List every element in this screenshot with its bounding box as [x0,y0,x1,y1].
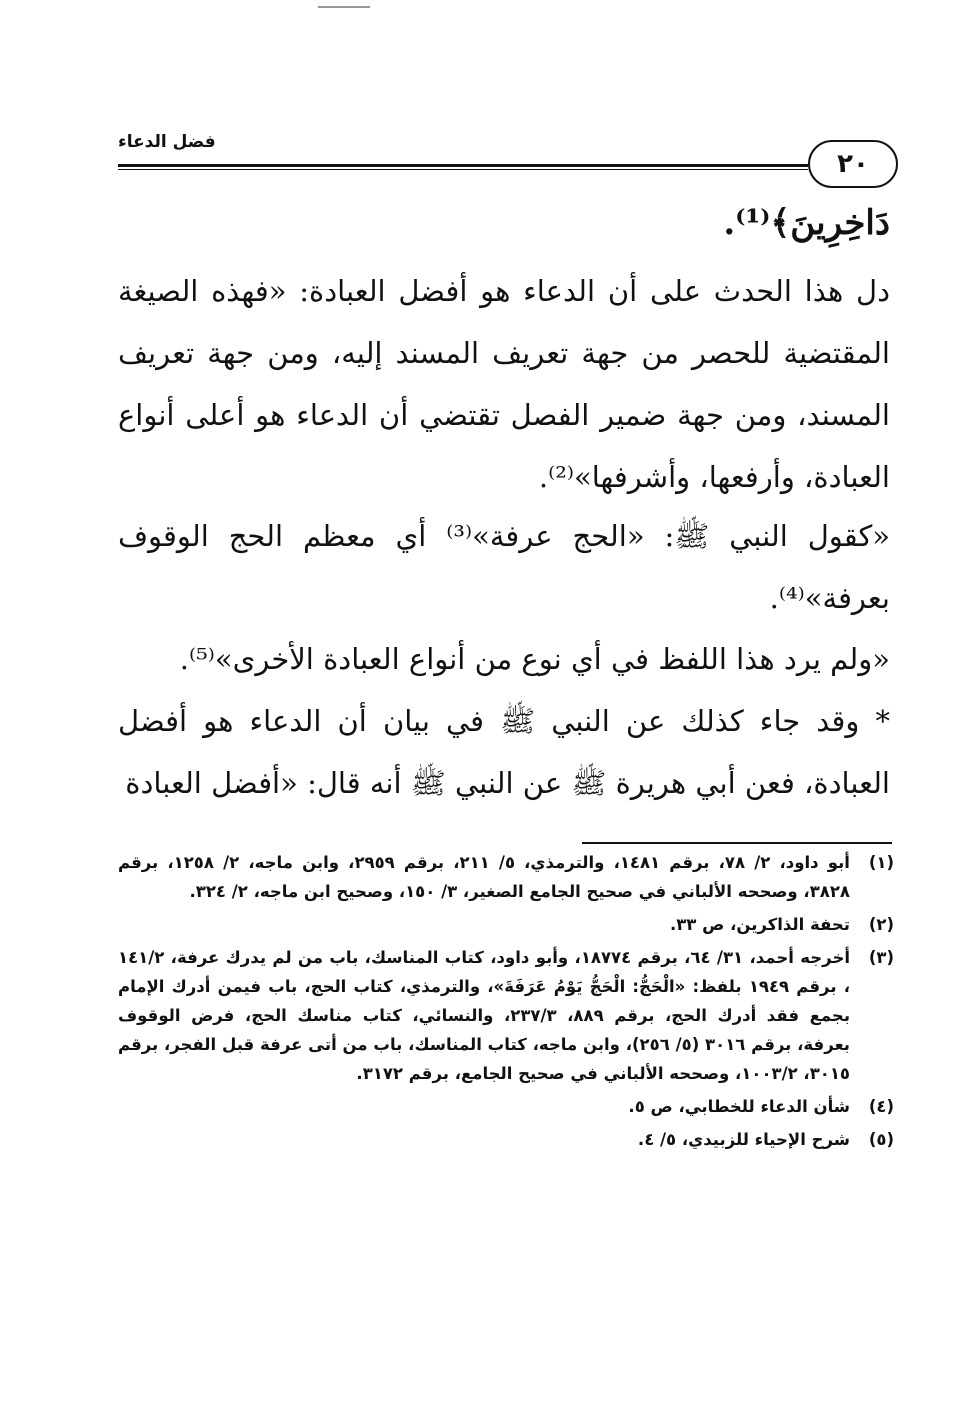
paragraph: * وقد جاء كذلك عن النبي ﷺ في بيان أن الدعاء هو أفضل العبادة، فعن أبي هريرة ﷺ عن النبي ﷺ أنه قال: «أفضل العبادة [118,704,890,800]
footnote-separator [582,842,892,844]
footnote-text: شأن الدعاء للخطابي، ص ٥. [628,1097,850,1116]
footnote [118,848,894,906]
footnote-text: أخرجه أحمد، ٣١/ ٦٤، برقم ١٨٧٧٤، وأبو داود، كتاب المناسك، باب من لم يدرك عرفة، ١٤١/٢ ، برقم ١٩٤٩ بلفظ: «الْحَجُّ: الْحَجُّ يَوْمُ عَرَفَةَ»، والترمذي، كتاب الحج، باب فيمن أدرك الإمام بجمع فقد أدرك الحج، برقم ٨٨٩، ٢٣٧/٣، والنسائي، كتاب مناسك الحج، فرض الوقوف بعرفة، برقم ٣٠١٦ (٥/ ٢٥٦)، وابن ماجه، كتاب المناسك، باب من أتى عرفة قبل الفجر، برقم ٣٠١٥، ١٠٠٣/٢، وصححه الألباني في صحيح الجامع، برقم ٣١٧٢. [118,948,851,1083]
footnote-number: (٢) [868,915,894,934]
paragraph: «ولم يرد هذا اللفظ في أي نوع من أنواع العبادة الأخرى»⁽⁵⁾. [179,642,890,676]
footnote [118,910,894,939]
page-header [118,128,895,188]
footnote [118,1092,894,1121]
footnote [118,1125,894,1154]
footnotes [118,848,894,1158]
footnote-number: (٤) [868,1097,894,1116]
header-rule [118,164,808,167]
footnote-number: (٥) [868,1130,894,1149]
footnote-text: أبو داود، ٢/ ٧٨، برقم ١٤٨١، والترمذي، ٥/ ٢١١، برقم ٢٩٥٩، وابن ماجه، ٢/ ١٢٥٨، برقم ٣٨٢٨، وصححه الألباني في صحيح الجامع الصغير، ٣/ ١٥٠، وصحيح ابن ماجه، ٢/ ٣٢٤. [118,853,850,901]
quran-verse-end: دَاخِرِينَ﴾⁽¹⁾. [723,203,890,243]
paragraph: دل هذا الحدث على أن الدعاء هو أفضل العبادة: «فهذه الصيغة المقتضية للحصر من جهة تعريف المسند إليه، ومن جهة تعريف المسند، ومن جهة ضمير الفصل تقتضي أن الدعاء هو أعلى أنواع العبادة، وأرفعها، وأشرفها»⁽²⁾. [118,274,890,494]
header-rule-thin [118,169,808,170]
footnote-number: (٣) [868,948,894,967]
page-number: ٢٠ [808,140,898,188]
paragraph: «كقول النبي ﷺ: «الحج عرفة»⁽³⁾ أي معظم الحج الوقوف بعرفة»⁽⁴⁾. [118,519,891,615]
footnote [118,943,894,1088]
running-title: فضل الدعاء [118,132,216,152]
scan-mark [318,6,370,8]
footnote-text: تحفة الذاكرين، ص ٣٣. [669,915,850,934]
footnote-text: شرح الإحياء للزبيدي، ٥/ ٤. [637,1130,850,1149]
footnote-number: (١) [868,853,894,872]
